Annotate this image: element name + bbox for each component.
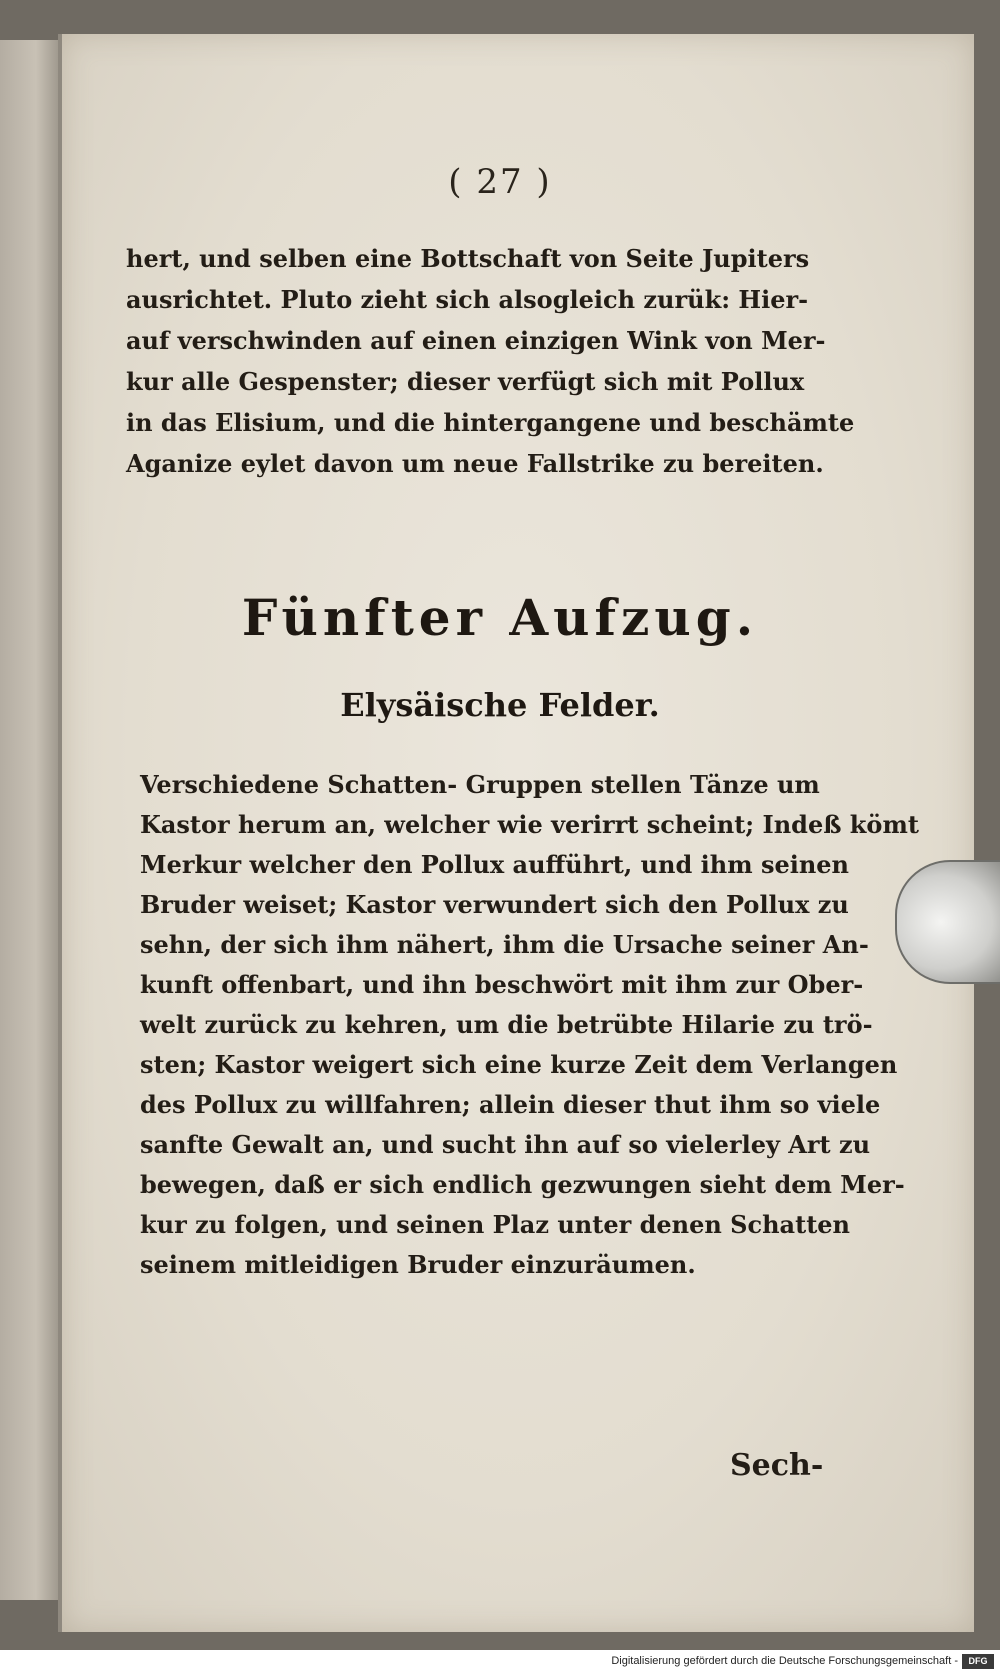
text-line: Aganize eylet davon um neue Fallstrike zu bereiten. — [126, 449, 824, 478]
book-cover-edge — [0, 40, 60, 1600]
text-line: ausrichtet. Pluto zieht sich alsogleich zurük: Hier- — [126, 285, 809, 314]
scene-heading: Elysäische Felder. — [340, 686, 660, 724]
text-line: sten; Kastor weigert sich eine kurze Zeit dem Verlangen — [140, 1050, 898, 1079]
text-line: Kastor herum an, welcher wie verirrt scheint; Indeß kömt — [140, 810, 919, 839]
text-line: sehn, der sich ihm nähert, ihm die Ursache seiner An- — [140, 930, 869, 959]
text-line: in das Elisium, und die hintergangene und beschämte — [126, 408, 855, 437]
text-line: Verschiedene Schatten- Gruppen stellen Tänze um — [140, 770, 820, 799]
text-line: auf verschwinden auf einen einzigen Wink von Mer- — [126, 326, 826, 355]
thumb-holding-page — [895, 860, 1000, 984]
catchword: Sech- — [730, 1448, 824, 1483]
dfg-logo: DFG — [962, 1654, 994, 1669]
text-line: kunft offenbart, und ihn beschwört mit ihm zur Ober- — [140, 970, 864, 999]
text-line: Bruder weiset; Kastor verwundert sich den Pollux zu — [140, 890, 849, 919]
paragraph-top — [126, 238, 866, 484]
text-line: kur zu folgen, und seinen Plaz unter denen Schatten — [140, 1210, 850, 1239]
page-number: ( 27 ) — [448, 162, 552, 202]
funding-credit: Digitalisierung gefördert durch die Deutsche Forschungsgemeinschaft - — [611, 1655, 958, 1667]
footer-bar — [0, 1650, 1000, 1677]
act-heading: Fünfter Aufzug. — [241, 588, 759, 647]
text-line: kur alle Gespenster; dieser verfügt sich mit Pollux — [126, 367, 805, 396]
text-line: welt zurück zu kehren, um die betrübte Hilarie zu trö- — [140, 1010, 873, 1039]
text-line: seinem mitleidigen Bruder einzuräumen. — [140, 1250, 696, 1279]
text-line: hert, und selben eine Bottschaft von Seite Jupiters — [126, 244, 810, 273]
paragraph-scene — [140, 765, 919, 1285]
text-line: sanfte Gewalt an, und sucht ihn auf so vielerley Art zu — [140, 1130, 871, 1159]
text-line: Merkur welcher den Pollux aufführt, und ihm seinen — [140, 850, 850, 879]
text-line: des Pollux zu willfahren; allein dieser thut ihm so viele — [140, 1090, 881, 1119]
text-line: bewegen, daß er sich endlich gezwungen sieht dem Mer- — [140, 1170, 905, 1199]
